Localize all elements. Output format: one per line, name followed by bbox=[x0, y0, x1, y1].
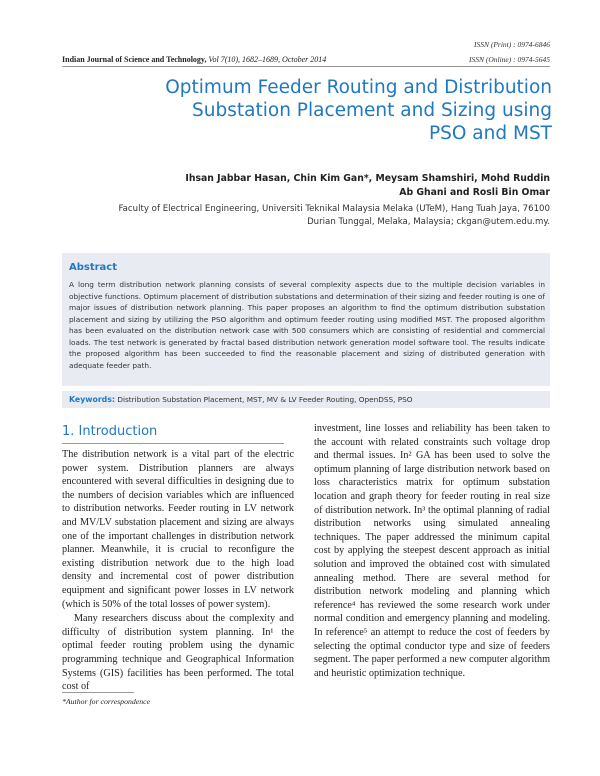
paragraph: investment, line losses and reliability has been taken to the account with related constraints such voltage drop and thermal issues. In² GA has been used to solve the optimum planning of large distribution network based on loss characteristics matrix for optimum substation location and graph theory for feeder routing in real size of distribution network. In³ the optimal planning of radial distribution networks using simulated annealing techniques. The paper addressed the minimum capital cost by applying the steepest descent approach as initial solution and improved the obtained cost with simulated annealing method. There are several method for distribution network modeling and planning which reference⁴ has reviewed the some research work under normal condition and emergency planning and modeling. In reference⁵ an attempt to reduce the cost of feeders by selecting the optimal conductor type and size of feeders segment. The paper performed a new computer algorithm and heuristic optimization technique. bbox=[314, 423, 550, 679]
affiliation-line-1: Faculty of Electrical Engineering, Universiti Teknikal Malaysia Melaka (UTeM), Hang Tuah Jaya, 76100 bbox=[118, 204, 550, 214]
affiliation-line-2: Durian Tunggal, Melaka, Malaysia; ckgan@utem.edu.my. bbox=[307, 217, 550, 227]
abstract-heading: Abstract bbox=[69, 262, 118, 273]
footnote: *Author for correspondence bbox=[62, 697, 151, 706]
title-line-1: Optimum Feeder Routing and Distribution bbox=[165, 77, 552, 98]
paragraph: The distribution network is a vital part of the electric power system. Distribution planners are always encountered with several difficulties in designing due to the numbers of decision variables which are influenced to distribution networks. Feeder routing in LV network and MV/LV substation placement and sizing are always one of the important challenges in distribution network planner. Meanwhile, it is crucial to reconfigure the existing distribution network due to the high load density and incremental cost of power distribution equipment and significant power losses in LV network (which is 50% of the total losses of power system). bbox=[62, 449, 294, 610]
section-heading-introduction: 1. Introduction bbox=[62, 424, 158, 439]
issn-print: ISSN (Print) : 0974-6846 bbox=[473, 40, 550, 49]
body-column-right bbox=[314, 422, 550, 680]
journal-volume: Vol 7(10), 1682–1689, October 2014 bbox=[208, 55, 327, 64]
abstract-text: A long term distribution network planning consists of several complexity aspects due to the multiple decision variables in objective functions. Optimum placement of distribution substations and determination of their sizing and feeder routing is one of major issues of distribution network planning. This paper proposes an algorithm to find the optimum distribution substation placement and sizing by utilizing the PSO algorithm and optimum feeder routing using modified MST. The proposed algorithm has been evaluated on the distribution network case with 500 consumers which are consisting of residential and commercial loads. The test network is generated by fractal based distribution network generation model software tool. The results indicate the proposed algorithm has been succeeded to find the reasonable placement and sizing of distributed generation with adequate feeder path. bbox=[69, 280, 545, 370]
authors-line-1: Ihsan Jabbar Hasan, Chin Kim Gan*, Meysam Shamshiri, Mohd Ruddin bbox=[185, 173, 550, 184]
keywords bbox=[69, 395, 547, 404]
footnote-divider bbox=[62, 692, 134, 693]
author-list bbox=[130, 172, 550, 200]
keywords-text: Distribution Substation Placement, MST, MV & LV Feeder Routing, OpenDSS, PSO bbox=[117, 395, 413, 404]
keywords-label: Keywords: bbox=[69, 395, 116, 404]
authors-line-2: Ab Ghani and Rosli Bin Omar bbox=[399, 187, 550, 198]
paper-title bbox=[140, 76, 552, 145]
header-divider bbox=[62, 66, 550, 67]
section-divider bbox=[62, 443, 284, 444]
journal-citation bbox=[62, 55, 550, 64]
title-line-3: PSO and MST bbox=[428, 123, 552, 144]
issn-online: ISSN (Online) : 0974-5645 bbox=[468, 55, 550, 64]
journal-name: Indian Journal of Science and Technology, bbox=[62, 55, 207, 64]
paragraph: Many researchers discuss about the complexity and difficulty of distribution system planning. In¹ the optimal feeder routing problem using the dynamic programming technique and Geographical Information Systems (GIS) facilities has been performed. The total cost of bbox=[62, 613, 294, 693]
title-line-2: Substation Placement and Sizing using bbox=[192, 100, 552, 121]
affiliation bbox=[90, 203, 550, 229]
body-column-left bbox=[62, 448, 294, 694]
